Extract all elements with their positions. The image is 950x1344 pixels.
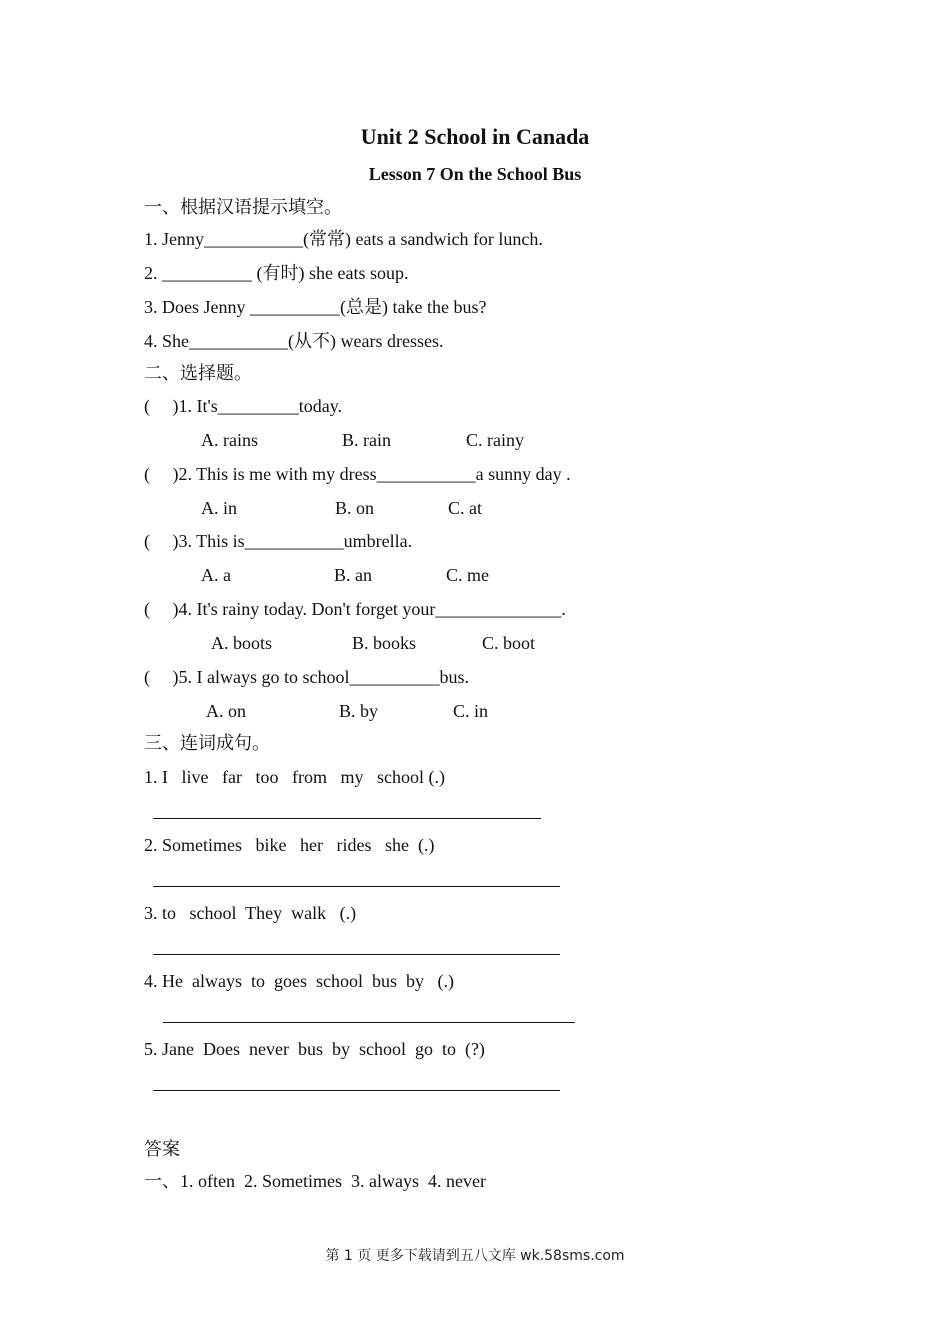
section1-heading: 一、根据汉语提示填空。 — [144, 197, 342, 217]
choice-4-option-c: C. boot — [482, 633, 536, 653]
fill-item-3: 3. Does Jenny __________(总是) take the bus? — [144, 297, 487, 317]
answer-line-2 — [153, 886, 560, 887]
choice-2-option-b: B. on — [335, 498, 375, 518]
choice-1-option-b: B. rain — [342, 430, 391, 450]
fill-item-1: 1. Jenny___________(常常) eats a sandwich for lunch. — [144, 229, 543, 249]
reorder-item-3: 3. to school They walk (.) — [144, 903, 357, 923]
choice-5-option-c: C. in — [453, 701, 489, 721]
fill-item-2: 2. __________ (有时) she eats soup. — [144, 263, 409, 283]
choice-3-option-c: C. me — [446, 565, 489, 585]
answers-section1: 一、1. often 2. Sometimes 3. always 4. never — [144, 1171, 486, 1191]
choice-1-option-c: C. rainy — [466, 430, 524, 450]
lesson-title: Lesson 7 On the School Bus — [368, 164, 582, 184]
choice-1-option-a: A. rains — [201, 430, 258, 450]
choice-4-option-a: A. boots — [211, 633, 273, 653]
choice-2-option-a: A. in — [201, 498, 237, 518]
reorder-item-5: 5. Jane Does never bus by school go to (?) — [144, 1039, 485, 1059]
reorder-item-2: 2. Sometimes bike her rides she (.) — [144, 835, 435, 855]
page-footer: 第 1 页 更多下载请到五八文库 wk.58sms.com — [325, 1248, 625, 1264]
choice-question-1: ( )1. It's_________today. — [144, 396, 343, 416]
choice-3-option-b: B. an — [334, 565, 372, 585]
answer-line-3 — [153, 954, 560, 955]
reorder-item-4: 4. He always to goes school bus by (.) — [144, 971, 454, 991]
answer-line-1 — [153, 818, 541, 819]
section2-heading: 二、选择题。 — [144, 363, 252, 383]
fill-item-4: 4. She___________(从不) wears dresses. — [144, 331, 444, 351]
unit-title: Unit 2 School in Canada — [360, 124, 590, 149]
section3-heading: 三、连词成句。 — [144, 733, 270, 753]
choice-question-4: ( )4. It's rainy today. Don't forget your______________. — [144, 599, 566, 619]
answer-line-4 — [163, 1022, 575, 1023]
choice-question-3: ( )3. This is___________umbrella. — [144, 531, 413, 551]
choice-2-option-c: C. at — [448, 498, 482, 518]
choice-3-option-a: A. a — [201, 565, 231, 585]
choice-5-option-b: B. by — [339, 701, 379, 721]
reorder-item-1: 1. I live far too from my school (.) — [144, 767, 445, 787]
answers-heading: 答案 — [144, 1139, 180, 1159]
answer-line-5 — [153, 1090, 560, 1091]
choice-question-5: ( )5. I always go to school__________bus. — [144, 667, 469, 687]
choice-question-2: ( )2. This is me with my dress___________a sunny day . — [144, 464, 571, 484]
choice-4-option-b: B. books — [352, 633, 417, 653]
choice-5-option-a: A. on — [206, 701, 246, 721]
